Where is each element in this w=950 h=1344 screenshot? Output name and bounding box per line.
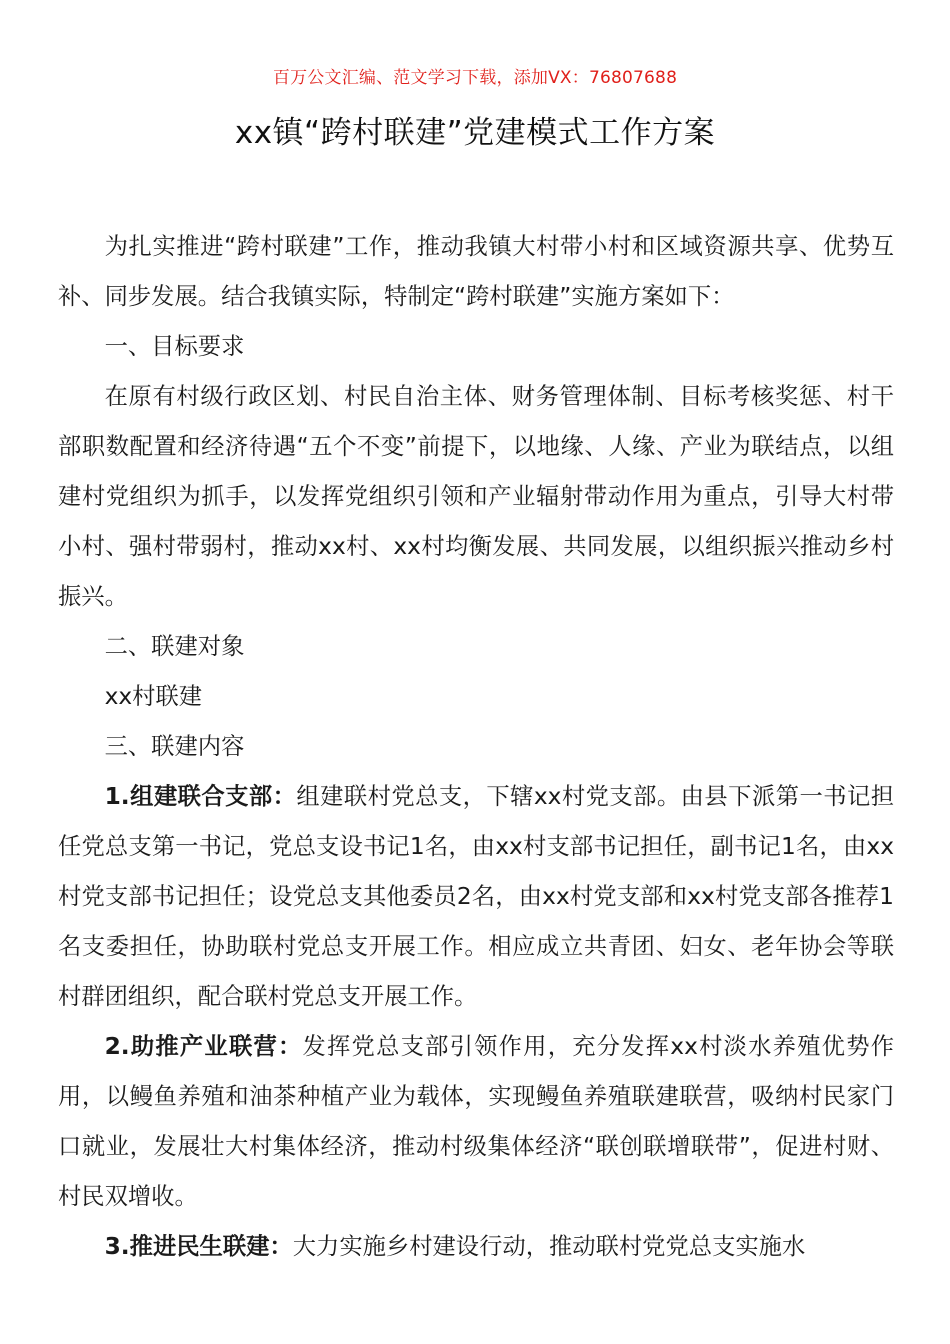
- section-heading: 二、联建对象: [104, 633, 245, 660]
- item-text: 大力实施乡村建设行动，推动联村党党总支实施水: [292, 1233, 806, 1260]
- section-heading: 三、联建内容: [104, 733, 245, 760]
- body-paragraph: 在原有村级行政区划、村民自治主体、财务管理体制、目标考核奖惩、村干部职数配置和经济待遇“五个不变”前提下，以地缘、人缘、产业为联结点，以组建村党组织为抓手，以发挥党组织引领和产业辐射带动作用为重点，引导大村带小村、强村带弱村，推动xx村、xx村均衡发展、共同发展，以组织振兴推动乡村振兴。: [58, 383, 894, 610]
- item-lead: 1.组建联合支部：: [104, 783, 297, 810]
- item-lead: 3.推进民生联建：: [104, 1233, 293, 1260]
- body-paragraph: xx村联建: [104, 683, 203, 710]
- item-lead: 2.助推产业联营：: [104, 1033, 303, 1060]
- item-text: 组建联村党总支，下辖xx村党支部。由县下派第一书记担任党总支第一书记，党总支设书记1名，由xx村支部书记担任，副书记1名，由xx村党支部书记担任；设党总支其他委员2名，由xx村党支部和xx村党支部各推荐1名支委担任，协助联村党总支开展工作。相应成立共青团、妇女、老年协会等联村群团组织，配合联村党总支开展工作。: [58, 783, 894, 1010]
- numbered-item: [58, 772, 894, 1022]
- numbered-item: [58, 1022, 894, 1222]
- numbered-item: [58, 1222, 894, 1272]
- document-title: xx镇“跨村联建”党建模式工作方案: [234, 115, 716, 151]
- promo-banner: 百万公文汇编、范文学习下载，添加VX：76807688: [272, 68, 678, 88]
- section-heading: 一、目标要求: [104, 333, 245, 360]
- document-body: [58, 222, 894, 1272]
- intro-paragraph: 为扎实推进“跨村联建”工作，推动我镇大村带小村和区域资源共享、优势互补、同步发展。结合我镇实际，特制定“跨村联建”实施方案如下：: [58, 233, 894, 310]
- item-text: 发挥党总支部引领作用，充分发挥xx村淡水养殖优势作用，以鳗鱼养殖和油茶种植产业为载体，实现鳗鱼养殖联建联营，吸纳村民家门口就业，发展壮大村集体经济，推动村级集体经济“联创联增联带”，促进村财、村民双增收。: [58, 1033, 895, 1210]
